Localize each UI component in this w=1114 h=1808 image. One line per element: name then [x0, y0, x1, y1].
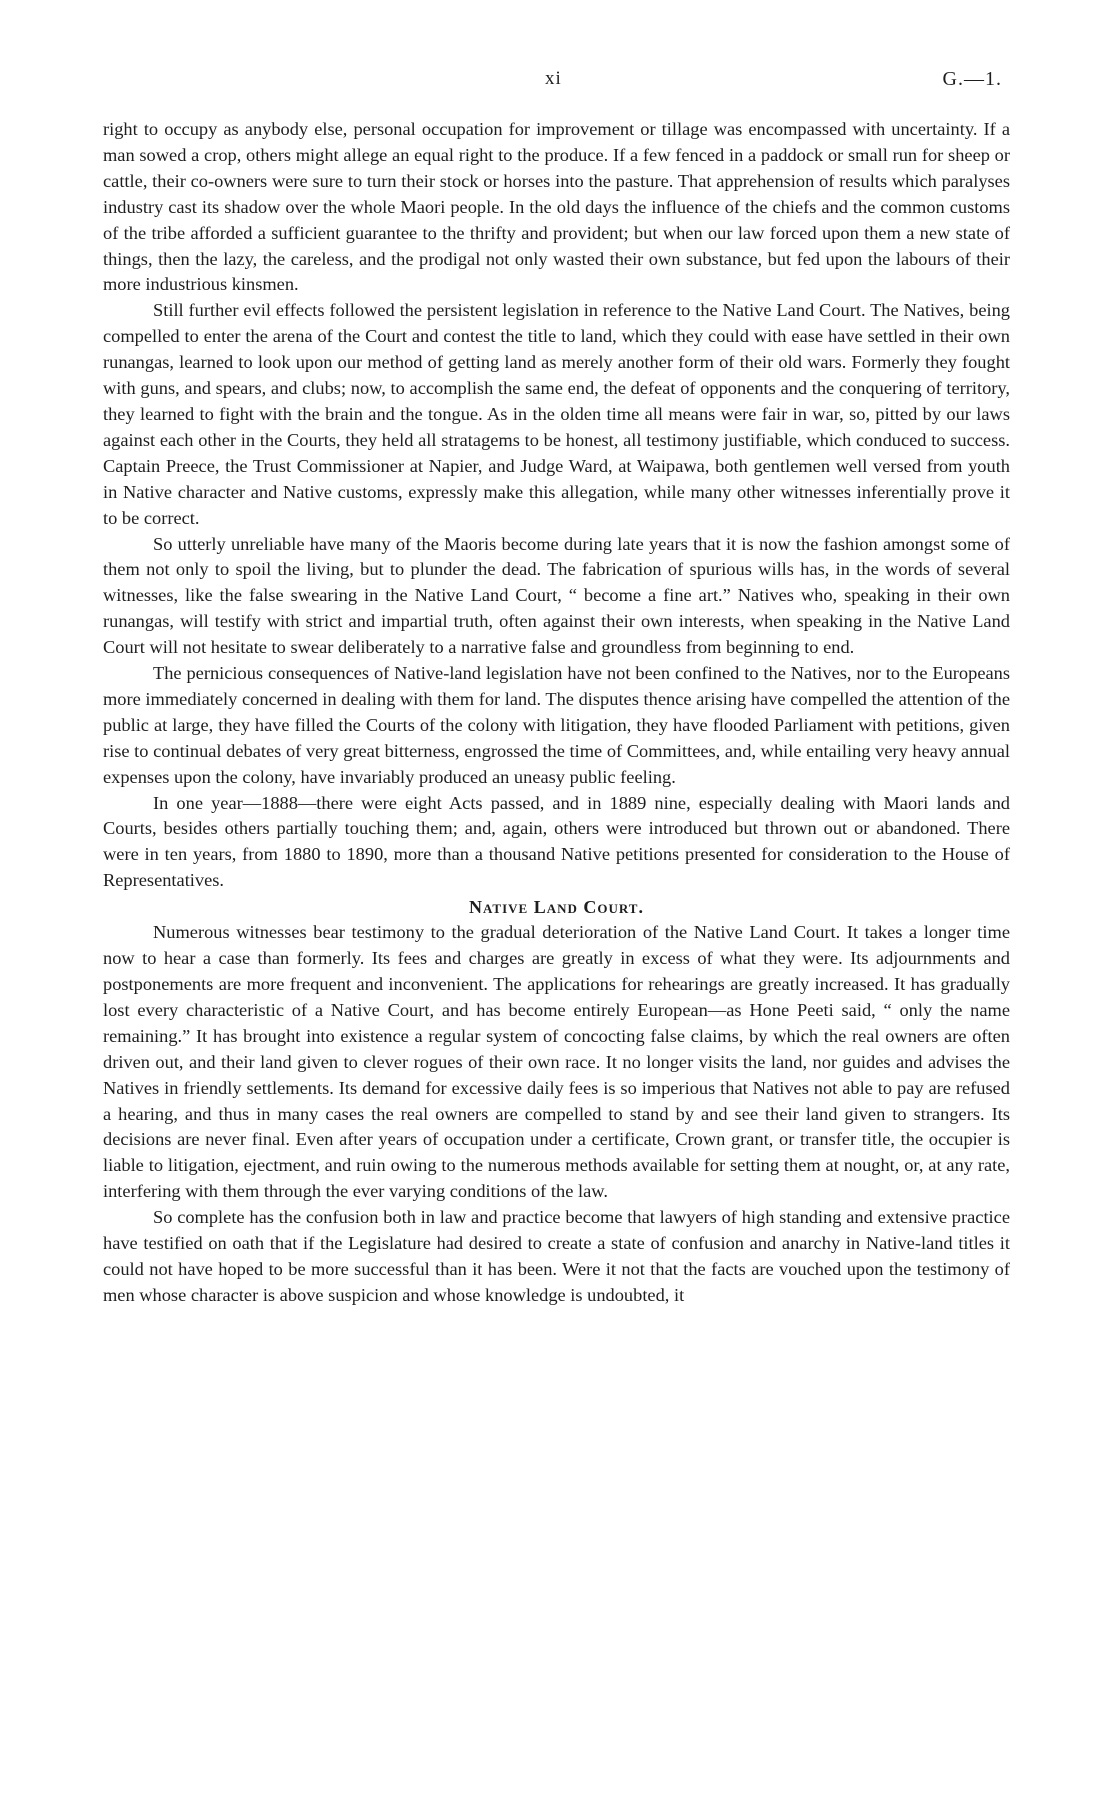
page-number: xi — [545, 68, 562, 89]
section-heading-native-land-court: Native Land Court. — [469, 897, 644, 918]
paper-reference: G.—1. — [942, 68, 1002, 90]
paragraph-acts-and-petitions: In one year—1888—there were eight Acts passed, and in 1889 nine, especially dealing with Maori lands and Courts, besides others partially touching them; and, again, others were introduced but thrown out or abandoned. There were in ten years, from 1880 to 1890, more than a thousand Native petitions presented for consideration to the House of Representatives. — [103, 792, 1010, 891]
page-header — [0, 68, 1114, 94]
paragraph-legal-confusion: So complete has the confusion both in law and practice become that lawyers of high standing and extensive practice have testified on oath that if the Legislature had desired to create a state of confusion and anarchy in Native-land titles it could not have hoped to be more successful than it has been. Were it not that the facts are vouched upon the testimony of men whose character is above suspicion and whose knowledge is undoubted, it — [103, 1207, 1010, 1305]
paragraph-land-court-legislation: Still further evil effects followed the persistent legislation in reference to the Native Land Court. The Natives, being compelled to enter the arena of the Court and contest the title to land, which they could with ease have settled in their own runangas, learned to look upon our method of getting land as merely another form of their old wars. Formerly they fought with guns, and spears, and clubs; now, to accomplish the same end, the defeat of opponents and the conquering of territory, they learned to fight with the brain and the tongue. As in the olden time all means were fair in war, so, pitted by our laws against each other in the Courts, they held all stratagems to be honest, all testimony justifiable, which conduced to success. Captain Preece, the Trust Commissioner at Napier, and Judge Ward, at Waipawa, both gentlemen well versed from youth in Native character and Native customs, expressly make this allegation, while many other witnesses inferentially prove it to be correct. — [103, 300, 1010, 528]
paragraph-spurious-wills: So utterly unreliable have many of the Maoris become during late years that it is now the fashion amongst some of them not only to spoil the living, but to plunder the dead. The fabrication of spurious wills has, in the words of several witnesses, like the false swearing in the Native Land Court, “ become a fine art.” Natives who, speaking in their own runangas, will testify with strict and impartial truth, often against their own interests, when speaking in the Native Land Court will not hesitate to swear deliberately to a narrative false and groundless from beginning to end. — [103, 533, 1010, 658]
document-body — [103, 117, 1010, 1309]
paragraph-pernicious-consequences: The pernicious consequences of Native-land legislation have not been confined to the Natives, nor to the Europeans more immediately concerned in dealing with them for land. The disputes thence arising have compelled the attention of the public at large, they have filled the Courts of the colony with litigation, they have flooded Parliament with petitions, given rise to continual debates of very great bitterness, engrossed the time of Committees, and, while entailing very heavy annual expenses upon the colony, have invariably produced an uneasy public feeling. — [103, 663, 1010, 787]
paragraph-court-deterioration: Numerous witnesses bear testimony to the gradual deterioration of the Native Land Court. It takes a longer time now to hear a case than formerly. Its fees and charges are greatly in excess of what they were. Its adjournments and postponements are more frequent and inconvenient. The applications for rehearings are greatly increased. It has gradually lost every characteristic of a Native Court, and has become entirely European—as Hone Peeti said, “ only the name remaining.” It has brought into existence a regular system of concocting false claims, by which the real owners are often driven out, and their land given to clever rogues of their own race. It no longer visits the land, nor guides and advises the Natives in friendly settlements. Its demand for excessive daily fees is so imperious that Natives not able to pay are refused a hearing, and thus in many cases the real owners are compelled to stand by and see their land given to strangers. Its decisions are never final. Even after years of occupation under a certificate, Crown grant, or transfer title, the occupier is liable to litigation, ejectment, and ruin owing to the numerous methods available for setting them at nought, or, at any rate, interfering with them through the ever varying conditions of the law. — [103, 922, 1010, 1202]
paragraph-occupation-uncertainty: right to occupy as anybody else, personal occupation for improvement or tillage was encompassed with uncertainty. If a man sowed a crop, others might allege an equal right to the produce. If a few fenced in a paddock or small run for sheep or cattle, their co-owners were sure to turn their stock or horses into the pasture. That apprehension of results which paralyses industry cast its shadow over the whole Maori people. In the old days the influence of the chiefs and the common customs of the tribe afforded a sufficient guarantee to the thrifty and provident; but when our law forced upon them a new state of things, then the lazy, the careless, and the prodigal not only wasted their own substance, but fed upon the labours of their more industrious kinsmen. — [103, 119, 1010, 295]
